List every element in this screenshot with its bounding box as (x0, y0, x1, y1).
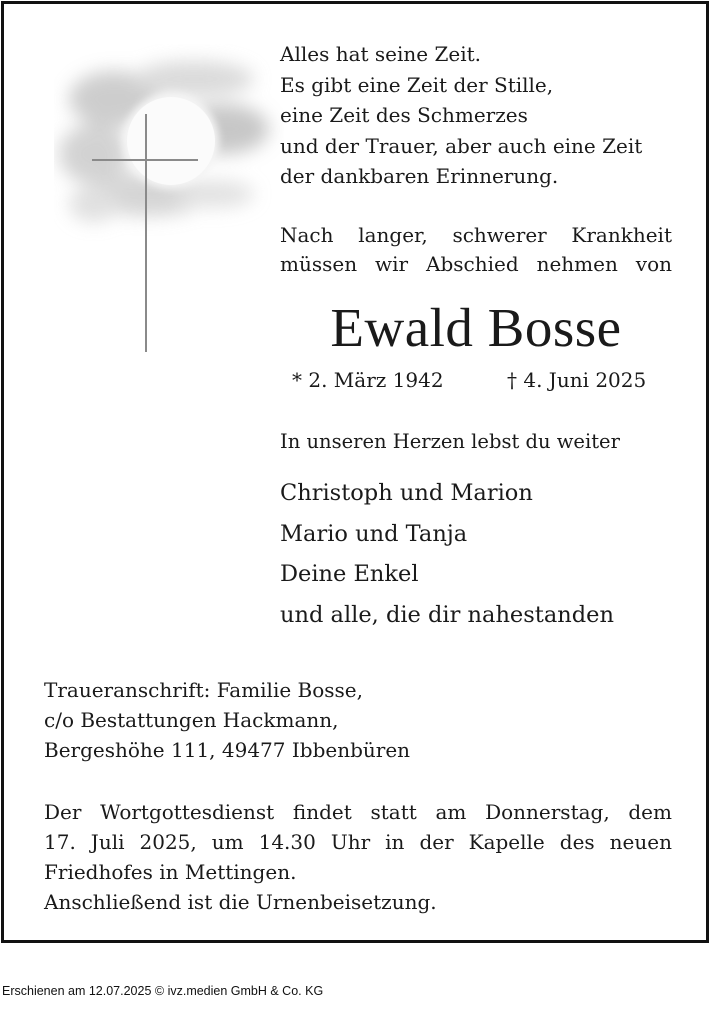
service-line: Der Wortgottesdienst findet statt am Donnerstag, dem (44, 800, 672, 824)
poem (280, 39, 672, 192)
intro-line: Nach langer, schwerer Krankheit (280, 223, 672, 247)
mourner: Mario und Tanja (280, 520, 468, 547)
service-line: Friedhofes in Mettingen. (44, 860, 297, 884)
poem-line: und der Trauer, aber auch eine Zeit (280, 133, 643, 158)
service-info (44, 797, 672, 917)
poem-line: Es gibt eine Zeit der Stille, (280, 72, 554, 97)
address-line: c/o Bestattungen Hackmann, (44, 708, 339, 732)
mourners-list (280, 473, 614, 635)
mourner: und alle, die dir nahestanden (280, 601, 614, 628)
birth-date: * 2. März 1942 (292, 368, 444, 392)
address-line: Traueranschrift: Familie Bosse, (44, 678, 363, 702)
deceased-name: Ewald Bosse (330, 297, 622, 358)
intro-line: müssen wir Abschied nehmen von (280, 252, 672, 276)
poem-line: eine Zeit des Schmerzes (280, 103, 528, 127)
cross-moon-icon (54, 44, 284, 354)
death-date: † 4. Juni 2025 (507, 368, 647, 392)
motto: In unseren Herzen lebst du weiter (280, 430, 620, 453)
mourner: Christoph und Marion (280, 480, 533, 506)
announcement-intro (280, 221, 672, 279)
poem-line: der dankbaren Erinnerung. (280, 164, 559, 188)
address-line: Bergeshöhe 111, 49477 Ibbenbüren (44, 738, 411, 762)
obituary-frame (1, 1, 709, 943)
service-line: 17. Juli 2025, um 14.30 Uhr in der Kapelle des neuen (44, 830, 672, 854)
poem-line: Alles hat seine Zeit. (280, 42, 481, 66)
mourning-address (44, 675, 410, 765)
publication-footer: Erschienen am 12.07.2025 © ivz.medien GmbH & Co. KG (2, 984, 324, 998)
mourner: Deine Enkel (280, 561, 419, 587)
service-line: Anschließend ist die Urnenbeisetzung. (44, 890, 437, 914)
